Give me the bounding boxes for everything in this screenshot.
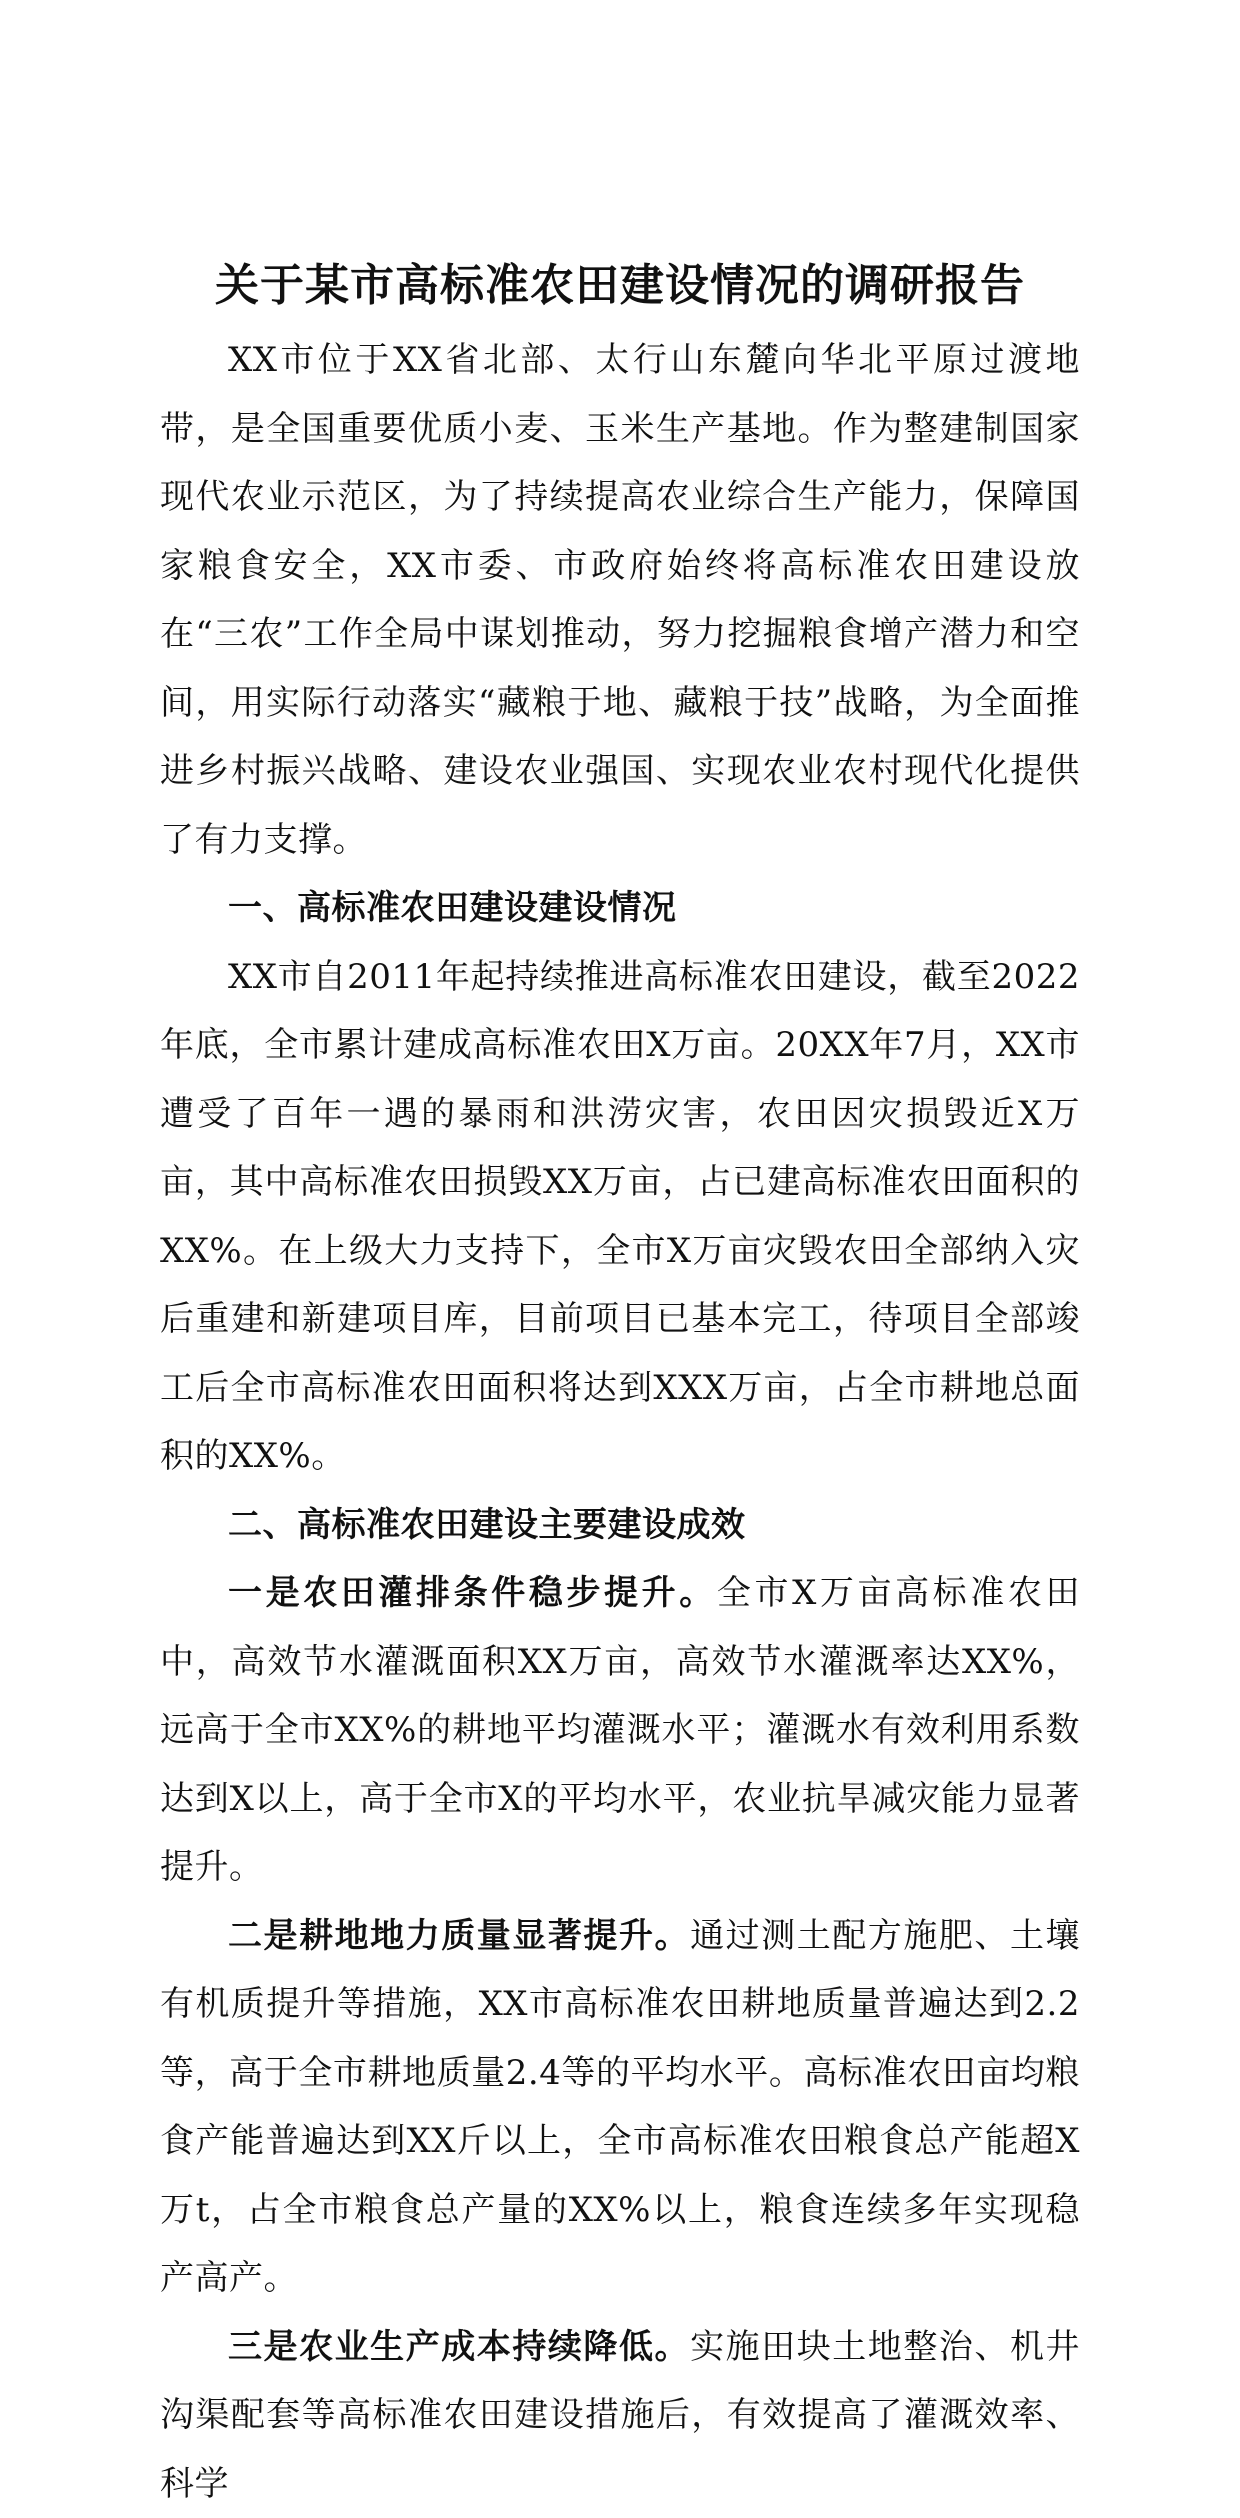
section-2-heading: 二、高标准农田建设主要建设成效 <box>160 1491 1080 1560</box>
achievement-lead-3: 三是农业生产成本持续降低。 <box>228 2327 690 2367</box>
achievement-paragraph-1 <box>160 1559 1080 1902</box>
section-1-paragraph: XX市自2011年起持续推进高标准农田建设，截至2022年底，全市累计建成高标准农田X万亩。20XX年7月，XX市遭受了百年一遇的暴雨和洪涝灾害，农田因灾损毁近X万亩，其中高标准农田损毁XX万亩，占已建高标准农田面积的XX%。在上级大力支持下，全市X万亩灾毁农田全部纳入灾后重建和新建项目库，目前项目已基本完工，待项目全部竣工后全市高标准农田面积将达到XXX万亩，占全市耕地总面积的XX%。 <box>160 943 1080 1491</box>
document-title: 关于某市高标准农田建设情况的调研报告 <box>160 250 1080 322</box>
achievement-lead-2: 二是耕地地力质量显著提升。 <box>228 1916 690 1956</box>
achievement-body-2: 通过测土配方施肥、土壤有机质提升等措施，XX市高标准农田耕地质量普遍达到2.2等，高于全市耕地质量2.4等的平均水平。高标准农田亩均粮食产能普遍达到XX斤以上，全市高标准农田粮食总产能超X万t，占全市粮食总产量的XX%以上，粮食连续多年实现稳产高产。 <box>160 1916 1080 2299</box>
achievement-lead-1: 一是农田灌排条件稳步提升。 <box>228 1573 717 1613</box>
achievement-paragraph-2 <box>160 1902 1080 2313</box>
intro-paragraph: XX市位于XX省北部、太行山东麓向华北平原过渡地带，是全国重要优质小麦、玉米生产基地。作为整建制国家现代农业示范区，为了持续提高农业综合生产能力，保障国家粮食安全，XX市委、市政府始终将高标准农田建设放在“三农”工作全局中谋划推动，努力挖掘粮食增产潜力和空间，用实际行动落实“藏粮于地、藏粮于技”战略，为全面推进乡村振兴战略、建设农业强国、实现农业农村现代化提供了有力支撑。 <box>160 326 1080 874</box>
section-1-heading: 一、高标准农田建设建设情况 <box>160 874 1080 943</box>
document-page <box>160 250 1080 2518</box>
achievement-body-3: 实施田块土地整治、机井沟渠配套等高标准农田建设措施后，有效提高了灌溉效率、科学 <box>160 2327 1080 2504</box>
achievement-body-1: 全市X万亩高标准农田中，高效节水灌溉面积XX万亩，高效节水灌溉率达XX%，远高于全市XX%的耕地平均灌溉水平；灌溉水有效利用系数达到X以上，高于全市X的平均水平，农业抗旱减灾能力显著提升。 <box>160 1573 1080 1887</box>
achievement-paragraph-3 <box>160 2313 1080 2518</box>
